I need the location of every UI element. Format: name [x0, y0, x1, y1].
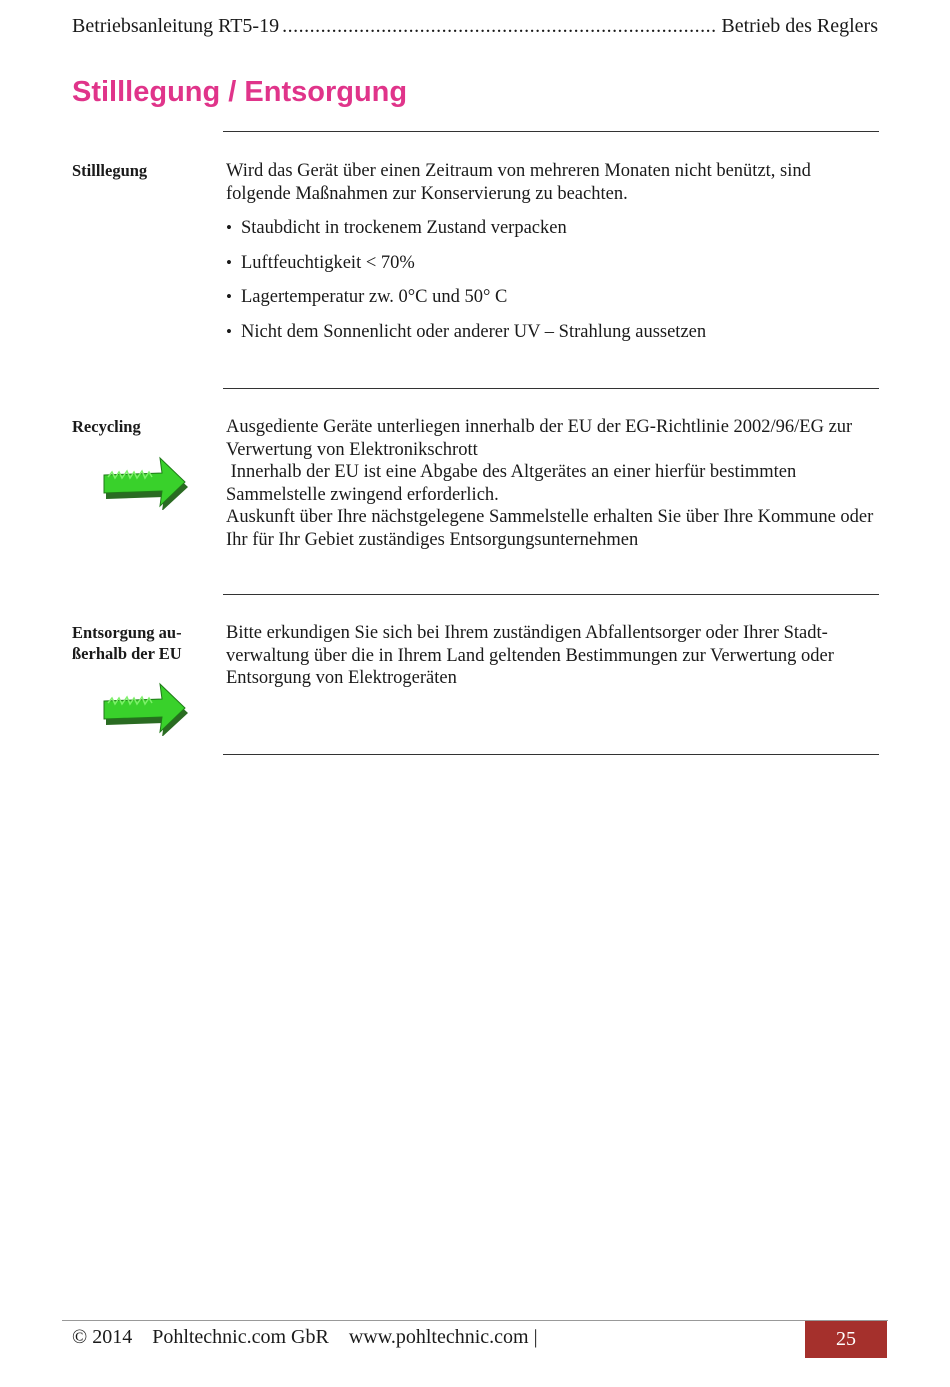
label-line: ßerhalb der EU	[72, 644, 182, 663]
leader-dots	[282, 15, 718, 38]
list-item: • Staubdicht in trockenem Zustand verpacken	[226, 217, 878, 240]
section-label-recycling: Recycling	[72, 417, 141, 436]
section-body-stilllegung	[226, 160, 878, 355]
section-body-entsorgung	[226, 622, 878, 690]
section-body-recycling	[226, 416, 878, 551]
list-item: • Lagertemperatur zw. 0°C und 50° C	[226, 286, 878, 309]
page-number-badge: 25	[805, 1321, 887, 1358]
section-divider	[223, 131, 879, 132]
page-title: Stilllegung / Entsorgung	[72, 76, 408, 108]
footer-copyright: © 2014 Pohltechnic.com GbR www.pohltechnic.com |	[72, 1326, 538, 1348]
green-arrow-icon	[100, 456, 188, 510]
label-line: Entsorgung au-	[72, 623, 182, 642]
green-arrow-icon	[100, 682, 188, 736]
document-title: Betriebsanleitung RT5-19	[72, 15, 280, 37]
recycling-paragraph: Ausgediente Geräte unterliegen innerhalb der EU der EG-Richtlinie 2002/96/EG zur Verwertung von Elektronikschrott	[226, 417, 853, 460]
entsorgung-paragraph: Bitte erkundigen Sie sich bei Ihrem zuständigen Abfallentsorger oder Ihrer Stadt- verwaltung über die in Ihrem Land geltenden Bestimmungen zur Verwertung oder Entsorgung von Elektrogeräten	[226, 623, 834, 688]
section-label-stilllegung: Stilllegung	[72, 161, 148, 180]
section-divider	[223, 594, 879, 595]
list-item: • Luftfeuchtigkeit < 70%	[226, 252, 878, 275]
chapter-title: Betrieb des Reglers	[721, 15, 878, 37]
section-label-entsorgung	[72, 622, 202, 664]
list-item: • Nicht dem Sonnenlicht oder anderer UV – Strahlung aussetzen	[226, 321, 878, 344]
recycling-paragraph: Auskunft über Ihre nächstgelegene Sammelstelle erhalten Sie über Ihre Kommune oder Ihr für Ihr Gebiet zuständiges Entsorgungsunternehmen	[226, 507, 874, 550]
stilllegung-intro: Wird das Gerät über einen Zeitraum von mehreren Monaten nicht benützt, sind folgende Maßnahmen zur Konservierung zu beachten.	[226, 161, 811, 204]
footer-divider	[62, 1320, 888, 1321]
section-divider	[223, 754, 879, 755]
section-divider	[223, 388, 879, 389]
stilllegung-bullet-list	[226, 217, 878, 343]
recycling-paragraph: Innerhalb der EU ist eine Abgabe des Altgerätes an einer hierfür bestimmten Sammelstelle zwingend erforderlich.	[226, 462, 801, 505]
running-header	[72, 15, 878, 41]
